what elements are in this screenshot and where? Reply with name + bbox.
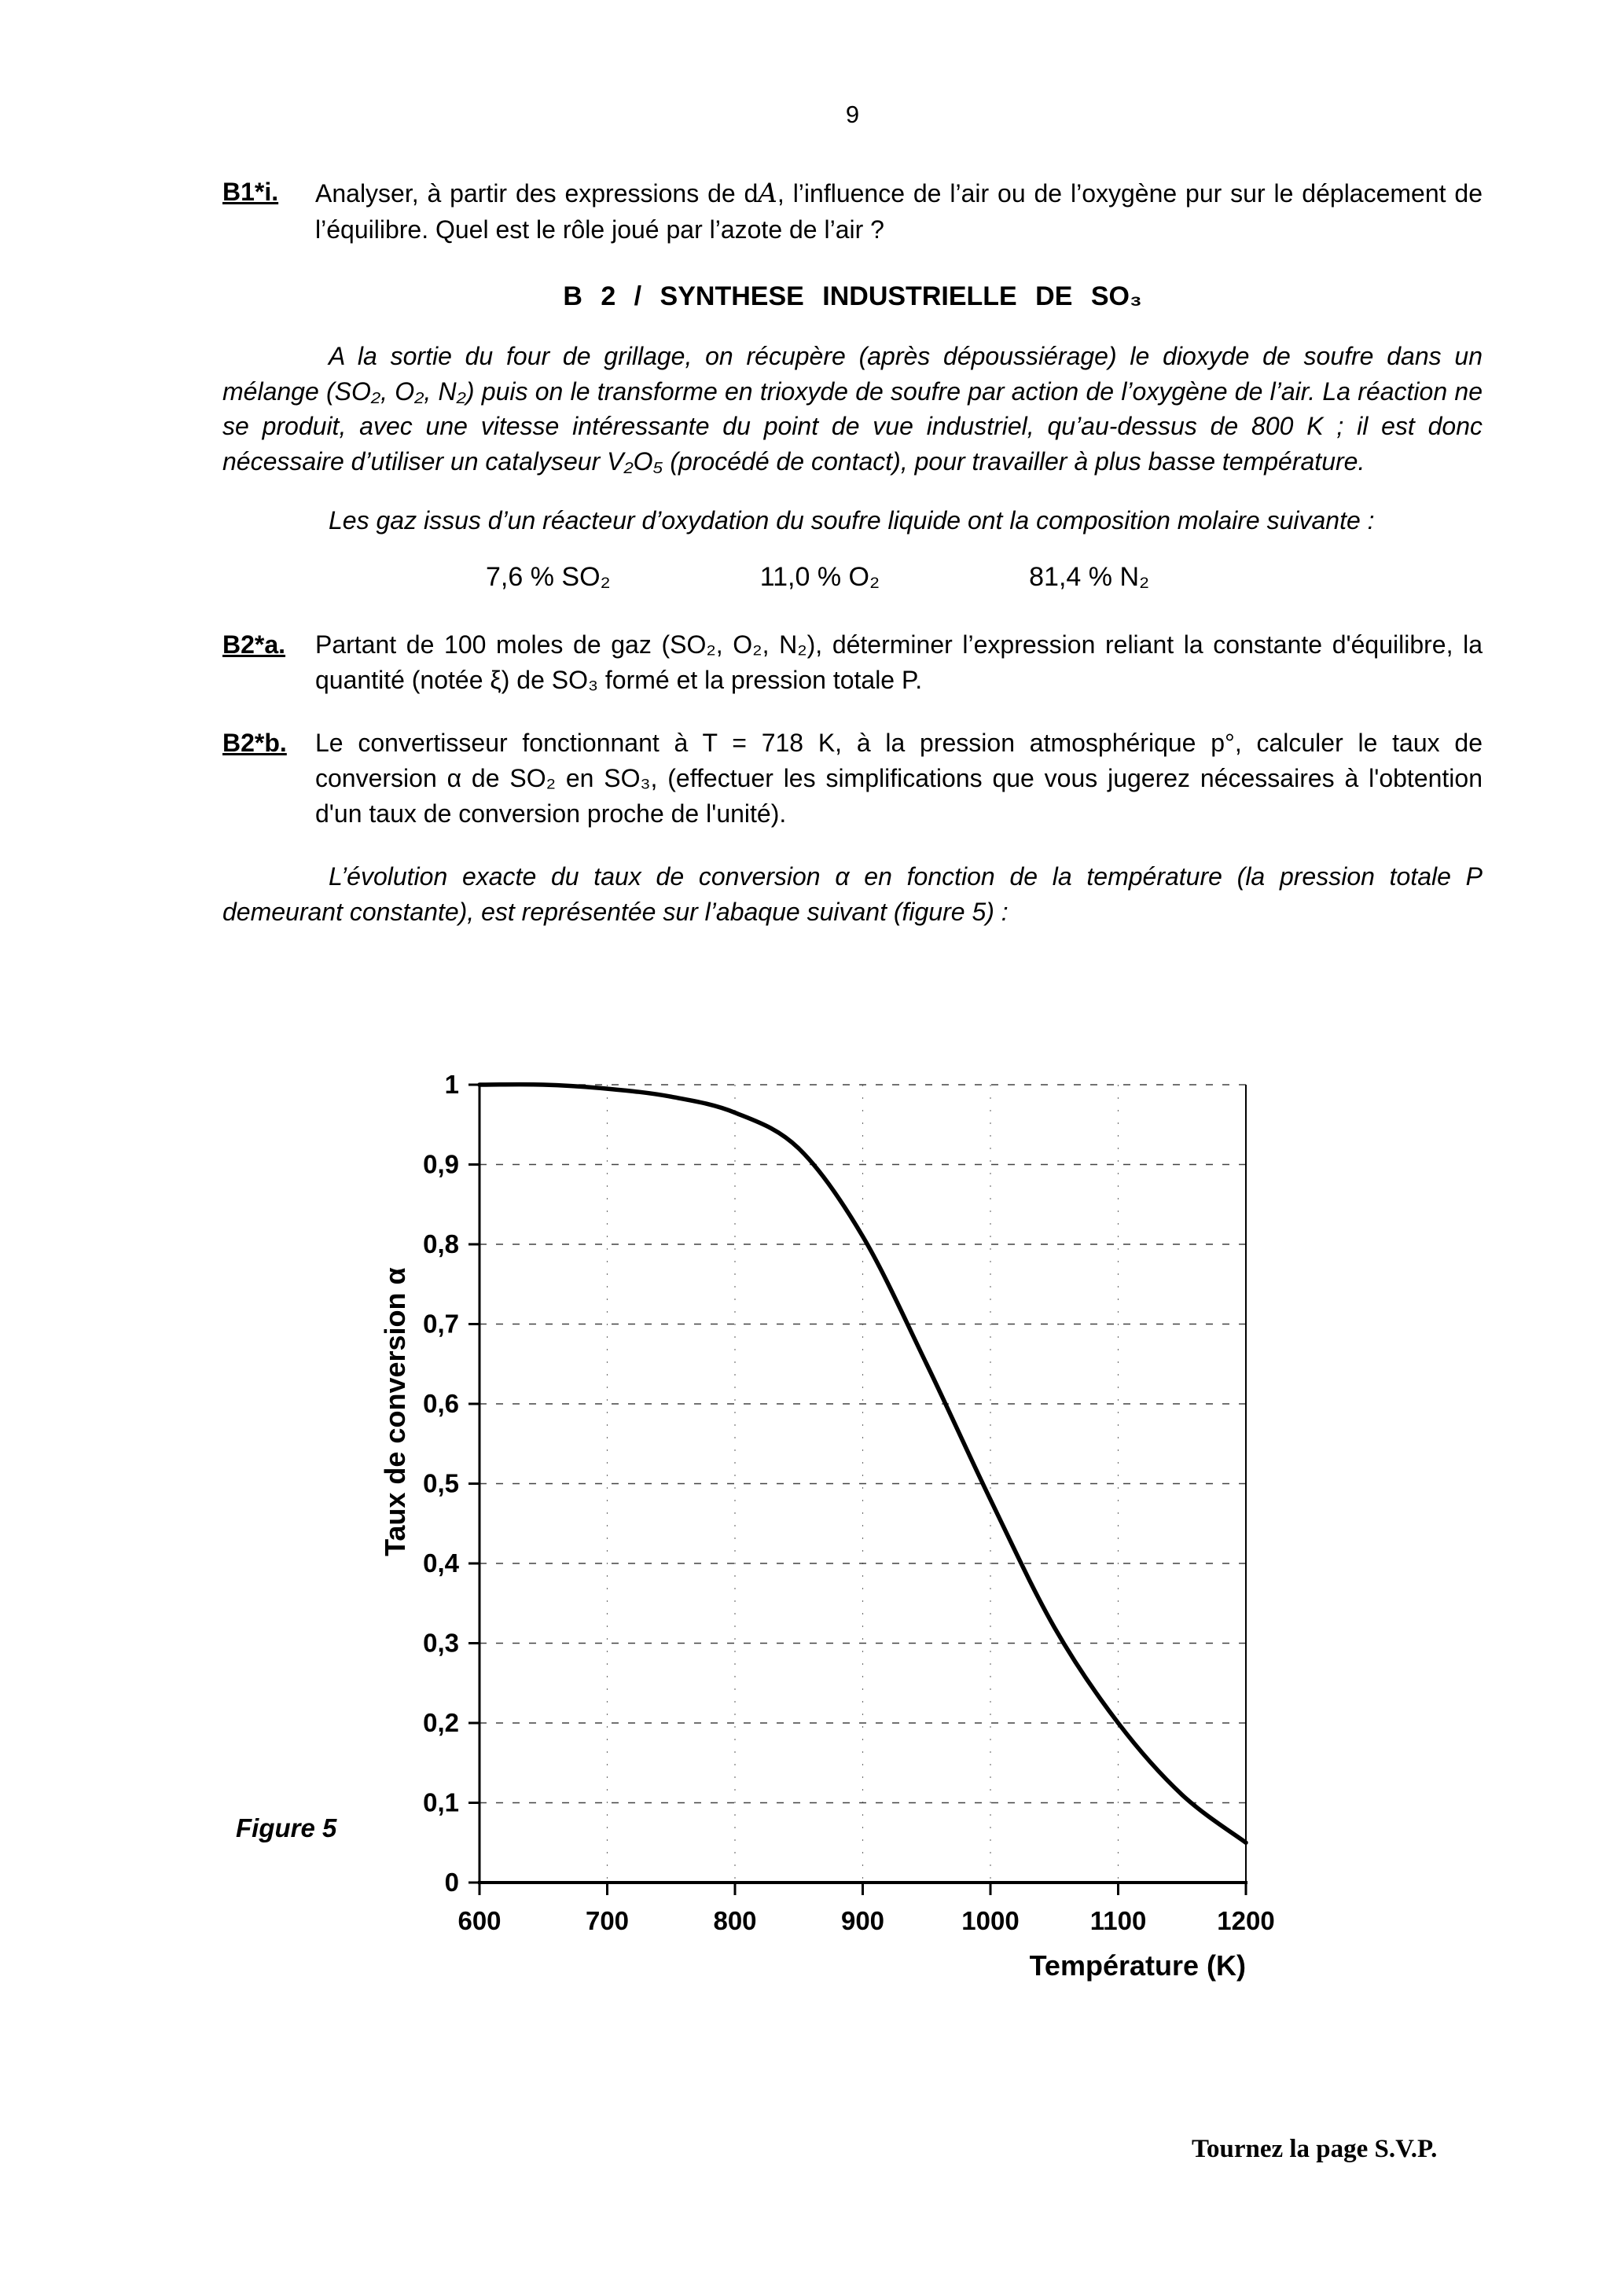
svg-text:0,1: 0,1	[423, 1787, 459, 1817]
gaz-paragraph: Les gaz issus d’un réacteur d’oxydation du soufre liquide ont la composition molaire suivante :	[329, 505, 1375, 535]
question-b1i-text-pre: Analyser, à partir des expressions de d	[315, 179, 759, 208]
svg-text:0: 0	[444, 1868, 459, 1897]
composition-o2: 11,0 % O₂	[759, 561, 880, 592]
svg-text:0,3: 0,3	[423, 1628, 459, 1658]
svg-text:1000: 1000	[961, 1906, 1020, 1935]
figure-5	[0, 1057, 1624, 2063]
page-content	[0, 0, 1624, 929]
svg-text:0,7: 0,7	[423, 1309, 459, 1339]
figure-5-label: Figure 5	[236, 1813, 337, 1842]
svg-text:800: 800	[713, 1906, 757, 1935]
question-b1i-text-post: , l’influence de l’air ou de l’oxygène pur sur le déplacement de l’équilibre. Quel est le rôle joué par l’azote de l’air ?	[315, 179, 1483, 244]
svg-text:0,4: 0,4	[423, 1548, 459, 1578]
question-b2b	[222, 726, 1483, 832]
question-b2b-text: Le convertisseur fonctionnant à T = 718 K, à la pression atmosphérique p°, calculer le taux de conversion α de SO₂ en SO₃, (effectuer les simplifications que vous jugerez nécessaires à l'obtention d'un taux de conversion proche de l'unité).	[315, 728, 1483, 828]
composition-so2: 7,6 % SO₂	[486, 561, 611, 592]
svg-text:Température (K): Température (K)	[1029, 1949, 1246, 1982]
question-b2a-text: Partant de 100 moles de gaz (SO₂, O₂, N₂), déterminer l’expression reliant la constante d'équilibre, la quantité (notée ξ) de SO₃ formé et la pression totale P.	[315, 630, 1483, 695]
script-a-symbol: A	[758, 178, 777, 209]
svg-text:1100: 1100	[1089, 1906, 1147, 1935]
composition-n2: 81,4 % N₂	[1029, 561, 1150, 592]
svg-text:700: 700	[585, 1906, 630, 1935]
evolution-paragraph: L’évolution exacte du taux de conversion α en fonction de la température (la pression totale P demeurant constante), est représentée sur l’abaque suivant (figure 5) :	[222, 861, 1483, 926]
svg-text:600: 600	[457, 1906, 502, 1935]
question-b1i-label: B1*i.	[222, 178, 279, 206]
gas-composition	[486, 562, 1483, 593]
conversion-temperature-chart	[369, 1057, 1281, 1997]
svg-text:0,8: 0,8	[423, 1229, 459, 1258]
intro-paragraph: A la sortie du four de grillage, on récupère (après dépoussiérage) le dioxyde de soufre dans un mélange (SO₂, O₂, N₂) puis on le transforme en trioxyde de soufre par action de l’oxygène de l’air. La réaction ne se produit, avec une vitesse intéressante du point de vue industriel, qu’au-dessus de 800 K ; il est donc nécessaire d’utiliser un catalyseur V₂O₅ (procédé de contact), pour travailler à plus basse température.	[222, 341, 1483, 476]
svg-text:1200: 1200	[1217, 1906, 1275, 1935]
svg-text:0,5: 0,5	[423, 1468, 459, 1498]
footer-note: Tournez la page S.V.P.	[1192, 2135, 1438, 2163]
question-b2b-label: B2*b.	[222, 728, 287, 757]
svg-text:0,6: 0,6	[423, 1389, 459, 1418]
svg-text:0,9: 0,9	[423, 1149, 459, 1179]
question-b1i	[222, 174, 1483, 248]
question-b2a	[222, 627, 1483, 699]
svg-text:Taux de conversion α: Taux de conversion α	[379, 1267, 411, 1556]
question-b2a-label: B2*a.	[222, 630, 286, 659]
svg-text:0,2: 0,2	[423, 1708, 459, 1737]
svg-text:1: 1	[444, 1070, 459, 1099]
svg-text:900: 900	[840, 1906, 885, 1935]
question-b1i-text	[315, 174, 1483, 248]
page-number: 9	[845, 101, 860, 128]
section-heading-b2: B 2 / SYNTHESE INDUSTRIELLE DE SO₃	[563, 281, 1142, 311]
